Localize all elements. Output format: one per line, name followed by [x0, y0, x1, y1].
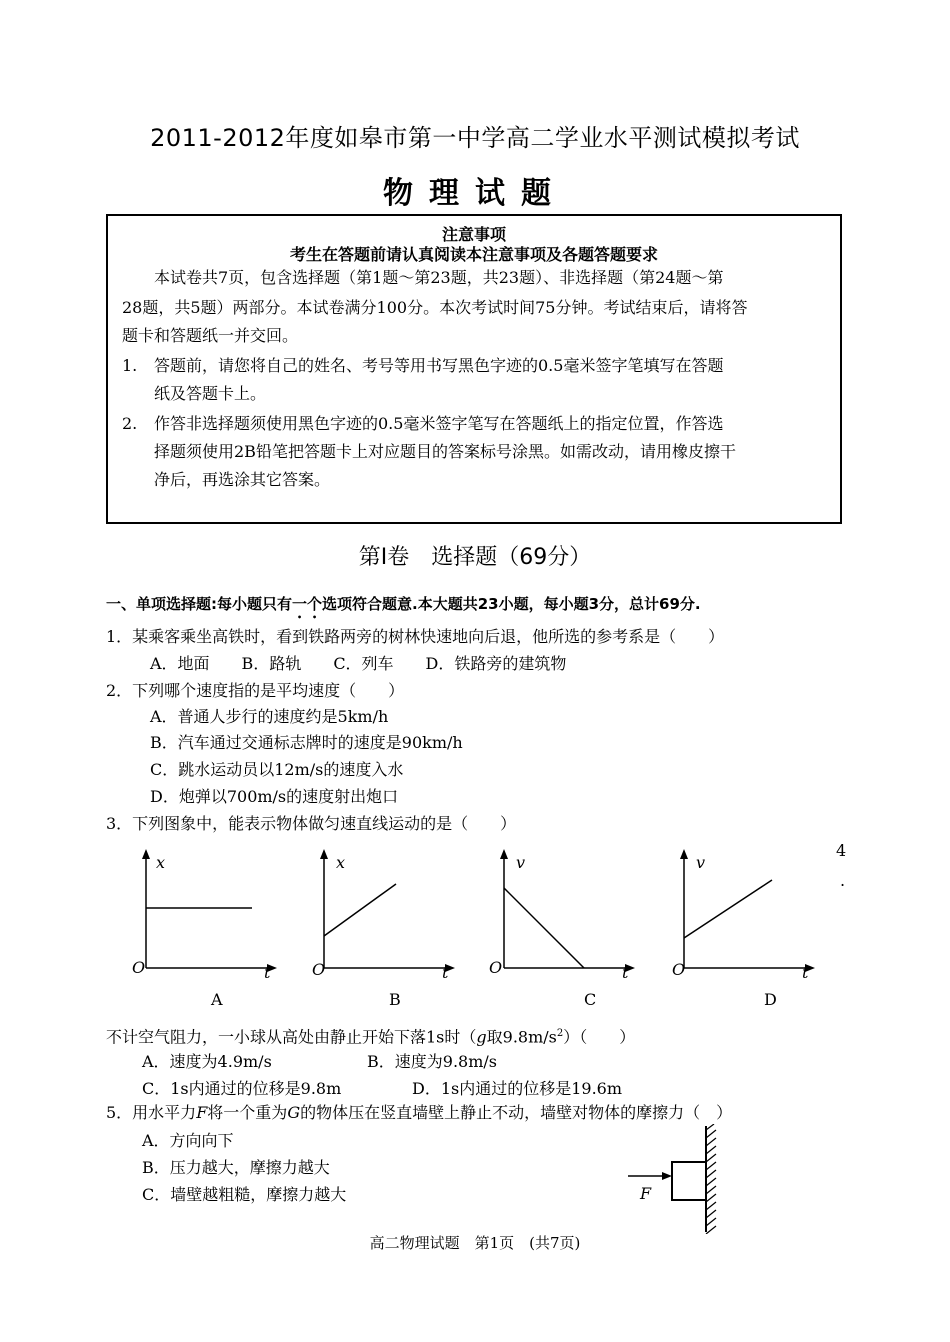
graph-b-line: [324, 884, 396, 936]
q4-option-d: D．1s内通过的位移是19.6m: [412, 1079, 623, 1098]
graph-a-origin: O: [132, 958, 146, 977]
graph-c-line: [504, 888, 584, 968]
q5-f-symbol: F: [196, 1103, 208, 1122]
q5-option-b: B．压力越大，摩擦力越大: [142, 1158, 330, 1177]
q5-option-c: C．墙壁越粗糙，摩擦力越大: [142, 1185, 347, 1204]
wall-block-figure: [620, 1124, 730, 1234]
wall-hatching: [706, 1124, 716, 1234]
graph-a-y-label: x: [156, 853, 166, 872]
graph-a-y-arrow: [142, 849, 150, 859]
graph-d-y-label: v: [696, 853, 706, 872]
q4-stem-b: 取9.8m/s: [486, 1027, 557, 1047]
q4-g-symbol: g: [476, 1027, 487, 1047]
notice-item2-num: 2.: [122, 414, 138, 433]
graph-b-origin: O: [312, 960, 326, 979]
q5-stem-a: 5．用水平力: [106, 1103, 197, 1122]
section-instructions: [106, 593, 701, 622]
q4-option-c: C．1s内通过的位移是9.8m: [142, 1079, 342, 1098]
notice-item1-line2: 纸及答题卡上。: [154, 384, 267, 403]
q4-stem-c: ）（ ）: [563, 1027, 636, 1047]
page-footer: 高二物理试题 第1页 (共7页): [369, 1234, 581, 1252]
notice-item1-line1: 答题前，请您将自己的姓名、考号等用书写黑色字迹的0.5毫米签字笔填写在答题: [154, 356, 724, 375]
block: [672, 1162, 706, 1200]
notice-item1-num: 1.: [122, 356, 138, 375]
graph-b-x-label: t: [442, 963, 449, 982]
instr-part-b: 选项符合题意.本大题共23小题，每小题3分，总计69分.: [322, 595, 701, 613]
notice-item2-line3: 净后，再选涂其它答案。: [154, 470, 331, 489]
subject-title: 物理试题: [383, 176, 567, 211]
graph-b-y-label: x: [336, 853, 346, 872]
section-title: 第Ⅰ卷 选择题（69分）: [358, 545, 592, 570]
graph-d-caption: D: [764, 990, 777, 1009]
graph-d: [666, 848, 816, 988]
graph-c: [486, 848, 636, 988]
q4-stem: [106, 1023, 635, 1048]
q4-option-a: A．速度为4.9m/s: [142, 1052, 272, 1071]
q1-options: A．地面 B．路轨 C．列车 D．铁路旁的建筑物: [150, 654, 567, 673]
graph-c-y-arrow: [500, 849, 508, 859]
q5-g-symbol: G: [287, 1103, 301, 1122]
graph-d-y-arrow: [680, 849, 688, 859]
q2-option-a: A．普通人步行的速度约是5km/h: [150, 707, 389, 726]
notice-item2-line1: 作答非选择题须使用黑色字迹的0.5毫米签字笔写在答题纸上的指定位置，作答选: [154, 414, 724, 433]
graph-d-line: [684, 880, 772, 938]
force-arrow-head: [662, 1172, 672, 1180]
notice-para1-line1: 本试卷共7页，包含选择题（第1题～第23题，共23题）、非选择题（第24题～第: [154, 268, 724, 287]
q4-option-b: B．速度为9.8m/s: [367, 1052, 497, 1071]
q2-stem: 2．下列哪个速度指的是平均速度（ ）: [106, 681, 405, 700]
force-label: F: [640, 1184, 652, 1203]
instr-part-a: 一、单项选择题:每小题只有: [106, 595, 292, 613]
q4-number: 4: [836, 841, 847, 860]
graph-c-caption: C: [584, 990, 597, 1009]
notice-subheading: 考生在答题前请认真阅读本注意事项及各题答题要求: [289, 245, 658, 264]
graph-a: [128, 848, 278, 988]
q2-option-c: C．跳水运动员以12m/s的速度入水: [150, 760, 404, 779]
q4-stem-a: 不计空气阻力，一小球从高处由静止开始下落1s时（: [106, 1027, 477, 1047]
graph-b-caption: B: [389, 990, 401, 1009]
exam-title: 2011-2012年度如皋市第一中学高二学业水平测试模拟考试: [150, 124, 800, 152]
instr-emphasis: 一个: [292, 595, 323, 613]
q5-stem: [106, 1102, 732, 1124]
q2-option-b: B．汽车通过交通标志牌时的速度是90km/h: [150, 733, 463, 752]
graph-c-origin: O: [489, 958, 503, 977]
notice-para1-line3: 题卡和答题纸一并交回。: [122, 326, 299, 345]
graph-b-y-arrow: [320, 849, 328, 859]
notice-heading: 注意事项: [441, 225, 506, 244]
q5-option-a: A．方向向下: [142, 1131, 234, 1150]
q5-stem-b: 将一个重为: [207, 1103, 288, 1122]
graph-b: [306, 848, 456, 988]
graph-a-caption: A: [211, 990, 223, 1009]
q3-stem: 3．下列图象中，能表示物体做匀速直线运动的是（ ）: [106, 814, 517, 833]
graph-c-x-label: t: [622, 963, 629, 982]
graph-a-x-label: t: [264, 963, 271, 982]
q5-stem-c: 的物体压在竖直墙壁上静止不动，墙壁对物体的摩擦力（ ）: [300, 1103, 733, 1122]
graph-c-y-label: v: [516, 853, 526, 872]
q1-stem: 1．某乘客乘坐高铁时，看到铁路两旁的树林快速地向后退，他所选的参考系是（ ）: [106, 627, 725, 646]
notice-box: [106, 214, 842, 524]
notice-para1-line2: 28题，共5题）两部分。本试卷满分100分。本次考试时间75分钟。考试结束后，请将答: [122, 298, 748, 317]
graph-d-x-label: t: [802, 963, 809, 982]
notice-item2-line2: 择题须使用2B铅笔把答题卡上对应题目的答案标号涂黑。如需改动，请用橡皮擦干: [154, 442, 736, 461]
q2-option-d: D．炮弹以700m/s的速度射出炮口: [150, 787, 399, 806]
graph-d-origin: O: [672, 960, 686, 979]
q4-superscript: 2: [556, 1028, 564, 1039]
q4-number-dot: .: [840, 871, 846, 890]
